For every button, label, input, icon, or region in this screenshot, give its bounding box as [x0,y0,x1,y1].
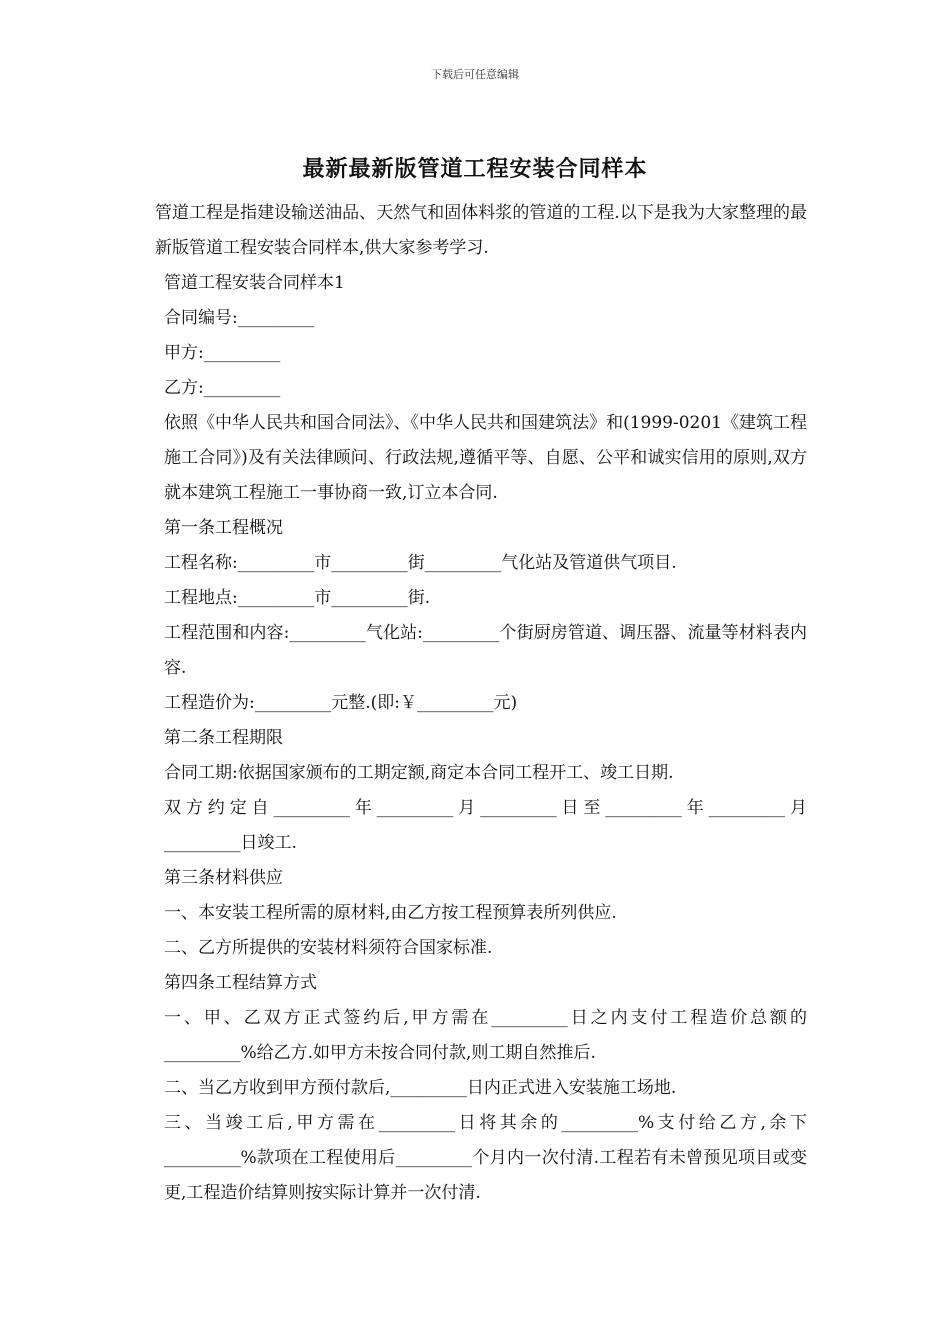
section-heading: 第二条工程期限 [164,728,283,748]
paragraph: 甲方:_________ [164,343,281,363]
paragraph: 乙方:_________ [164,378,281,398]
paragraph: 工程造价为:_________元整.(即:￥_________元) [164,693,518,713]
paragraph: 一、甲、乙双方正式签约后,甲方需在_________日之内支付工程造价总额的_________%给乙方.如甲方未按合同付款,则工期自然推后. [164,1008,807,1063]
paragraph: 工程地点:_________市_________街. [164,588,431,608]
paragraph: 工程名称:_________市_________街_________气化站及管道供气项目. [164,553,677,573]
paragraph: 依照《中华人民共和国合同法》、《中华人民共和国建筑法》和(1999-0201《建筑工程施工合同》)及有关法律顾问、行政法规,遵循平等、自愿、公平和诚实信用的原则,双方就本建筑工程施工一事协商一致,订立本合同. [164,413,807,503]
page-header: 下载后可任意编辑 [431,68,519,81]
paragraph: 一、本安装工程所需的原材料,由乙方按工程预算表所列供应. [164,903,617,923]
section-heading: 第一条工程概况 [164,518,283,538]
paragraph: 合同工期:依据国家颁布的工期定额,商定本合同工程开工、竣工日期. [164,763,674,783]
document-title: 最新最新版管道工程安装合同样本 [302,156,648,182]
section-heading: 第三条材料供应 [164,868,283,888]
paragraph: 双方约定自_________年_________月_________日至_________年_________月_________日竣工. [164,798,807,853]
paragraph: 三、当竣工后,甲方需在_________日将其余的_________%支付给乙方,余下_________%款项在工程使用后_________个月内一次付清.工程若有未曾预见项目或变更,工程造价结算则按实际计算并一次付清. [164,1113,807,1203]
paragraph: 管道工程是指建设输送油品、天然气和固体料浆的管道的工程.以下是我为大家整理的最新版管道工程安装合同样本,供大家参考学习. [155,203,807,258]
paragraph: 工程范围和内容:_________气化站:_________个街厨房管道、调压器、流量等材料表内容. [164,623,807,678]
paragraph: 合同编号:_________ [164,308,315,328]
paragraph: 二、乙方所提供的安装材料须符合国家标准. [164,938,493,958]
paragraph: 二、当乙方收到甲方预付款后,_________日内正式进入安装施工场地. [164,1078,677,1098]
paragraph: 管道工程安装合同样本1 [164,273,345,293]
document-body [145,196,807,1211]
section-heading: 第四条工程结算方式 [164,973,317,993]
